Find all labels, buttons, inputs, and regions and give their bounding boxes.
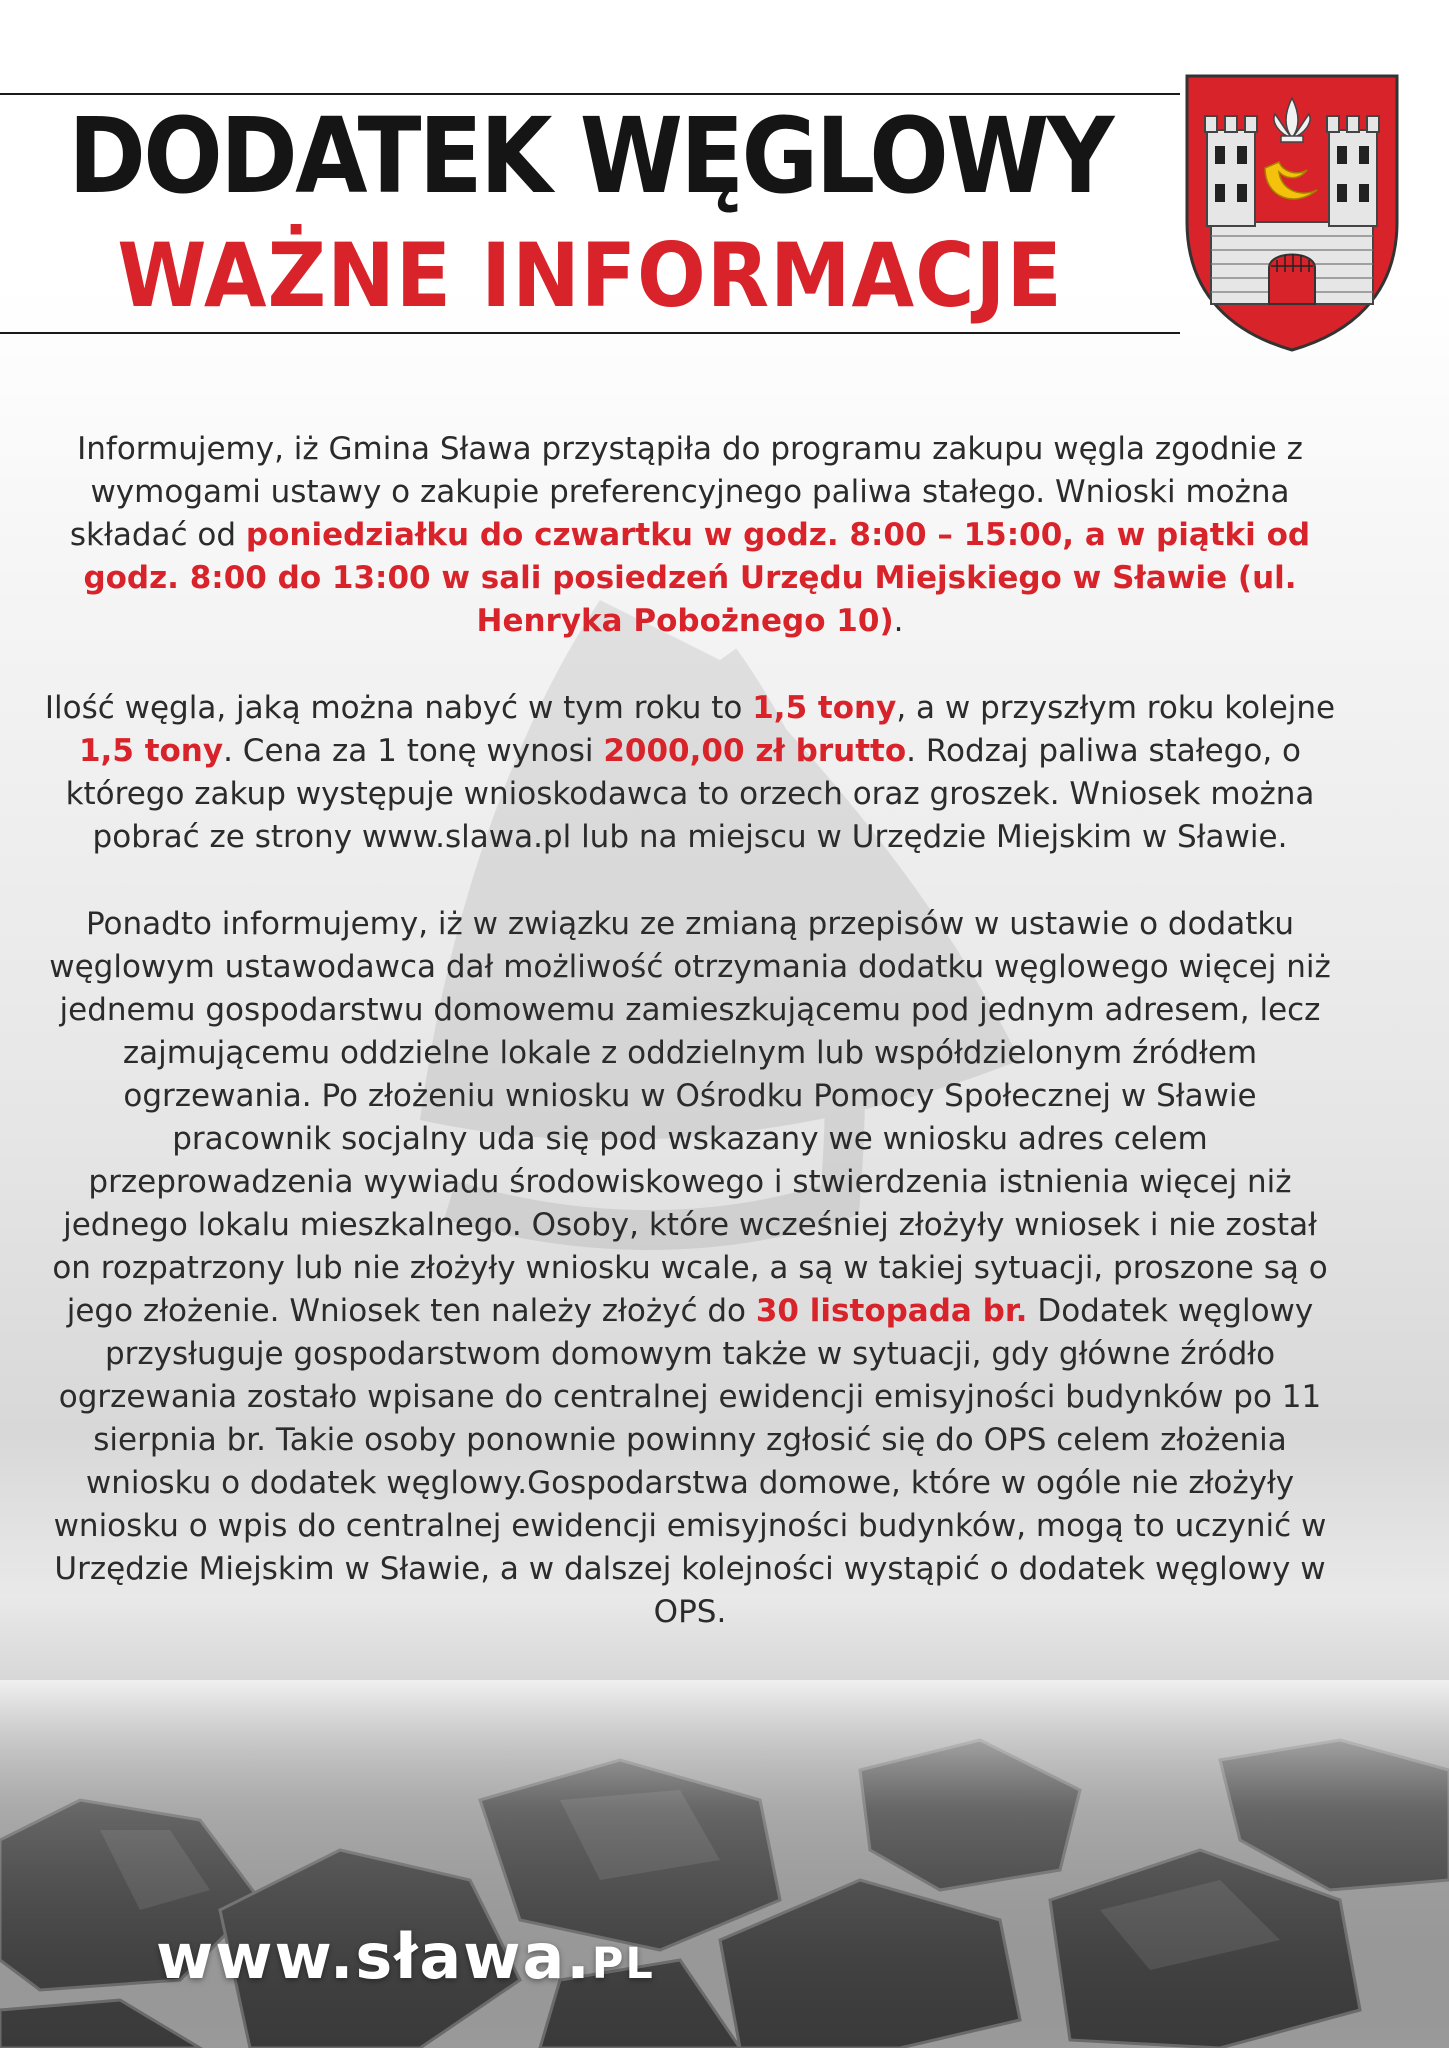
text-fragment: Dodatek węglowy przysługuje gospodarstwom domowym także w sytuacji, gdy główne źródło ogrzewania zostało wpisane do centralnej ewidencji emisyjności budynków po 11 sierpnia br. Takie osoby ponownie powinny zgłosić się do OPS celem złożenia wniosku o dodatek węglowy.Gospodarstwa domowe, które w ogóle nie złożyły wniosku o wpis do centralnej ewidencji emisyjności budynków, mogą to uczynić w Urzędzie Miejskim w Sławie, a w dalszej kolejności wystąpić o dodatek węglowy w OPS. — [53, 1293, 1327, 1630]
page-title: DODATEK WĘGLOWY — [68, 95, 1112, 217]
highlight-hours: poniedziałku do czwartku w godz. 8:00 – 15:00, a w piątki od godz. 8:00 do 13:00 w sali posiedzeń Urzędu Miejskiego w Sławie (ul. Henryka Pobożnego 10) — [83, 517, 1311, 639]
text-fragment: . Rodzaj paliwa stałego, o którego zakup występuje wnioskodawca to orzech oraz groszek. Wniosek można pobrać ze strony www.slawa.pl lub na miejscu w Urzędzie Miejskim w Sławie. — [65, 733, 1315, 855]
text-fragment: Ponadto informujemy, iż w związku ze zmianą przepisów w ustawie o dodatku węglowym ustawodawca dał możliwość otrzymania dodatku węglowego więcej niż jednemu gospodarstwu domowemu zamieszkującemu pod jednym adresem, lecz zajmującemu oddzielne lokale z oddzielnym lub współdzielonym źródłem ogrzewania. Po złożeniu wniosku w Ośrodku Pomocy Społecznej w Sławie pracownik socjalny uda się pod wskazany we wniosku adres celem przeprowadzenia wywiadu środowiskowego i stwierdzenia istnienia więcej niż jednego lokalu mieszkalnego. Osoby, które wcześniej złożyły wniosek i nie został on rozpatrzony lub nie złożyły wniosku wcale, a są w takiej sytuacji, proszone są o jego złożenie. Wniosek ten należy złożyć do — [49, 906, 1331, 1329]
highlight-amount-next-year: 1,5 tony — [78, 733, 224, 769]
paragraph-quantity-price — [40, 687, 1340, 859]
highlight-deadline: 30 listopada br. — [755, 1293, 1028, 1329]
footer-website-link[interactable] — [156, 1920, 655, 1993]
page-subtitle: WAŻNE INFORMACJE — [117, 224, 1063, 327]
text-fragment: . Cena za 1 tonę wynosi — [223, 733, 604, 769]
town-coat-of-arms-icon — [1183, 72, 1401, 354]
text-fragment: , a w przyszłym roku kolejne — [896, 690, 1336, 726]
text-fragment: Ilość węgla, jaką można nabyć w tym roku to — [44, 690, 753, 726]
body-text — [40, 428, 1340, 1678]
text-fragment: . — [893, 603, 904, 639]
text-fragment: Informujemy, iż Gmina Sława przystąpiła do programu zakupu węgla zgodnie z wymogami ustawy o zakupie preferencyjnego paliwa stałego. Wnioski można składać od — [69, 431, 1303, 553]
highlight-amount-this-year: 1,5 tony — [752, 690, 897, 726]
footer-url-main: www.sława — [156, 1920, 567, 1993]
header-bottom-rule — [0, 332, 1180, 334]
paragraph-program-info — [40, 428, 1340, 643]
paragraph-regulation-change — [40, 903, 1340, 1634]
footer-url-tld: .pl — [566, 1920, 655, 1993]
highlight-price: 2000,00 zł brutto — [603, 733, 907, 769]
